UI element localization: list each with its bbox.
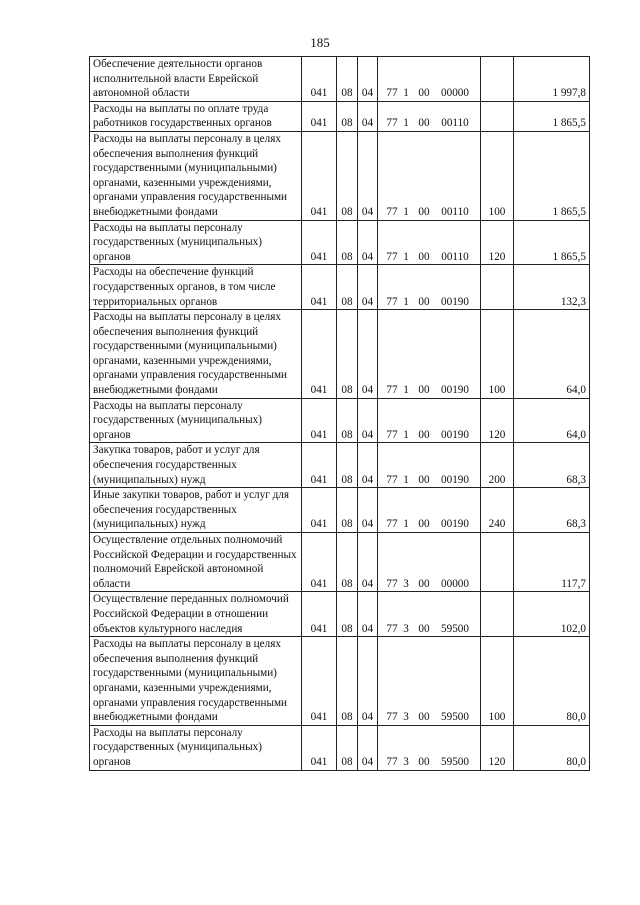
subsection-code: 04 bbox=[358, 57, 378, 102]
code-part-cs2: 1 bbox=[403, 295, 409, 308]
budget-table bbox=[89, 56, 590, 771]
code-part-cs1: 77 bbox=[386, 117, 398, 130]
target-article-code bbox=[378, 101, 481, 131]
amount: 68,3 bbox=[514, 488, 590, 533]
code-part-cs3: 00 bbox=[418, 518, 430, 531]
target-article-code bbox=[378, 488, 481, 533]
target-article-code bbox=[378, 310, 481, 399]
dept-code: 041 bbox=[302, 101, 337, 131]
code-part-cs1: 77 bbox=[386, 250, 398, 263]
subsection-code: 04 bbox=[358, 131, 378, 220]
amount: 1 865,5 bbox=[514, 101, 590, 131]
table-row bbox=[90, 101, 590, 131]
code-part-cs4: 59500 bbox=[441, 622, 469, 635]
table-row bbox=[90, 398, 590, 443]
section-code: 08 bbox=[337, 265, 358, 310]
code-part-cs2: 1 bbox=[403, 205, 409, 218]
code-part-cs1: 77 bbox=[386, 87, 398, 100]
row-name: Расходы на выплаты по оплате труда работников государственных органов bbox=[90, 101, 302, 131]
code-part-cs2: 1 bbox=[403, 384, 409, 397]
target-article-code bbox=[378, 57, 481, 102]
dept-code: 041 bbox=[302, 131, 337, 220]
code-part-cs4: 00000 bbox=[441, 87, 469, 100]
amount: 132,3 bbox=[514, 265, 590, 310]
expense-type-code: 120 bbox=[481, 220, 514, 265]
code-part-cs4: 00110 bbox=[441, 250, 469, 263]
code-part-cs1: 77 bbox=[386, 755, 398, 768]
expense-type-code bbox=[481, 57, 514, 102]
dept-code: 041 bbox=[302, 398, 337, 443]
table-row bbox=[90, 265, 590, 310]
dept-code: 041 bbox=[302, 310, 337, 399]
amount: 64,0 bbox=[514, 398, 590, 443]
code-part-cs1: 77 bbox=[386, 428, 398, 441]
code-part-cs1: 77 bbox=[386, 205, 398, 218]
table-row bbox=[90, 488, 590, 533]
subsection-code: 04 bbox=[358, 488, 378, 533]
dept-code: 041 bbox=[302, 57, 337, 102]
code-part-cs2: 1 bbox=[403, 250, 409, 263]
code-part-cs2: 3 bbox=[403, 755, 409, 768]
section-code: 08 bbox=[337, 725, 358, 770]
code-part-cs4: 00190 bbox=[441, 428, 469, 441]
section-code: 08 bbox=[337, 488, 358, 533]
subsection-code: 04 bbox=[358, 265, 378, 310]
expense-type-code: 240 bbox=[481, 488, 514, 533]
code-part-cs4: 00190 bbox=[441, 518, 469, 531]
table-row bbox=[90, 131, 590, 220]
section-code: 08 bbox=[337, 101, 358, 131]
code-part-cs3: 00 bbox=[418, 711, 430, 724]
amount: 64,0 bbox=[514, 310, 590, 399]
code-part-cs2: 3 bbox=[403, 622, 409, 635]
code-part-cs2: 3 bbox=[403, 711, 409, 724]
subsection-code: 04 bbox=[358, 220, 378, 265]
code-part-cs1: 77 bbox=[386, 295, 398, 308]
section-code: 08 bbox=[337, 443, 358, 488]
code-part-cs2: 1 bbox=[403, 518, 409, 531]
expense-type-code: 100 bbox=[481, 310, 514, 399]
table-row bbox=[90, 533, 590, 592]
section-code: 08 bbox=[337, 310, 358, 399]
row-name: Расходы на выплаты персоналу в целях обеспечения выполнения функций государственными (муниципальными) органами, казенными учреждениями, органами управления государственными внебюджетными фондами bbox=[90, 131, 302, 220]
row-name: Расходы на выплаты персоналу в целях обеспечения выполнения функций государственными (муниципальными) органами, казенными учреждениями, органами управления государственными внебюджетными фондами bbox=[90, 637, 302, 726]
section-code: 08 bbox=[337, 533, 358, 592]
amount: 80,0 bbox=[514, 637, 590, 726]
code-part-cs2: 1 bbox=[403, 117, 409, 130]
section-code: 08 bbox=[337, 592, 358, 637]
target-article-code bbox=[378, 398, 481, 443]
expense-type-code: 120 bbox=[481, 398, 514, 443]
expense-type-code bbox=[481, 265, 514, 310]
code-part-cs2: 1 bbox=[403, 87, 409, 100]
target-article-code bbox=[378, 533, 481, 592]
section-code: 08 bbox=[337, 131, 358, 220]
expense-type-code bbox=[481, 101, 514, 131]
row-name: Расходы на выплаты персоналу государственных (муниципальных) органов bbox=[90, 398, 302, 443]
code-part-cs1: 77 bbox=[386, 711, 398, 724]
row-name: Иные закупки товаров, работ и услуг для обеспечения государственных (муниципальных) нужд bbox=[90, 488, 302, 533]
dept-code: 041 bbox=[302, 592, 337, 637]
expense-type-code: 200 bbox=[481, 443, 514, 488]
code-part-cs3: 00 bbox=[418, 473, 430, 486]
page-number: 185 bbox=[310, 35, 330, 50]
target-article-code bbox=[378, 131, 481, 220]
target-article-code bbox=[378, 592, 481, 637]
code-part-cs3: 00 bbox=[418, 622, 430, 635]
subsection-code: 04 bbox=[358, 725, 378, 770]
amount: 80,0 bbox=[514, 725, 590, 770]
code-part-cs2: 1 bbox=[403, 428, 409, 441]
code-part-cs4: 00110 bbox=[441, 117, 469, 130]
code-part-cs3: 00 bbox=[418, 117, 430, 130]
table-row bbox=[90, 443, 590, 488]
row-name: Осуществление отдельных полномочий Российской Федерации и государственных полномочий Еврейской автономной области bbox=[90, 533, 302, 592]
expense-type-code: 100 bbox=[481, 637, 514, 726]
row-name: Расходы на выплаты персоналу государственных (муниципальных) органов bbox=[90, 220, 302, 265]
code-part-cs4: 59500 bbox=[441, 755, 469, 768]
expense-type-code: 100 bbox=[481, 131, 514, 220]
row-name: Обеспечение деятельности органов исполнительной власти Еврейской автономной области bbox=[90, 57, 302, 102]
code-part-cs3: 00 bbox=[418, 205, 430, 218]
subsection-code: 04 bbox=[358, 310, 378, 399]
subsection-code: 04 bbox=[358, 592, 378, 637]
code-part-cs2: 1 bbox=[403, 473, 409, 486]
code-part-cs1: 77 bbox=[386, 622, 398, 635]
code-part-cs4: 59500 bbox=[441, 711, 469, 724]
code-part-cs4: 00190 bbox=[441, 295, 469, 308]
expense-type-code bbox=[481, 592, 514, 637]
code-part-cs3: 00 bbox=[418, 250, 430, 263]
subsection-code: 04 bbox=[358, 443, 378, 488]
code-part-cs3: 00 bbox=[418, 577, 430, 590]
section-code: 08 bbox=[337, 220, 358, 265]
subsection-code: 04 bbox=[358, 533, 378, 592]
target-article-code bbox=[378, 220, 481, 265]
section-code: 08 bbox=[337, 637, 358, 726]
table-row bbox=[90, 725, 590, 770]
dept-code: 041 bbox=[302, 725, 337, 770]
subsection-code: 04 bbox=[358, 637, 378, 726]
target-article-code bbox=[378, 265, 481, 310]
code-part-cs4: 00190 bbox=[441, 473, 469, 486]
subsection-code: 04 bbox=[358, 398, 378, 443]
row-name: Расходы на выплаты персоналу государственных (муниципальных) органов bbox=[90, 725, 302, 770]
code-part-cs1: 77 bbox=[386, 577, 398, 590]
row-name: Расходы на выплаты персоналу в целях обеспечения выполнения функций государственными (муниципальными) органами, казенными учреждениями, органами управления государственными внебюджетными фондами bbox=[90, 310, 302, 399]
amount: 117,7 bbox=[514, 533, 590, 592]
section-code: 08 bbox=[337, 57, 358, 102]
dept-code: 041 bbox=[302, 533, 337, 592]
dept-code: 041 bbox=[302, 443, 337, 488]
code-part-cs4: 00110 bbox=[441, 205, 469, 218]
subsection-code: 04 bbox=[358, 101, 378, 131]
expense-type-code bbox=[481, 533, 514, 592]
code-part-cs1: 77 bbox=[386, 473, 398, 486]
amount: 1 865,5 bbox=[514, 220, 590, 265]
row-name: Закупка товаров, работ и услуг для обеспечения государственных (муниципальных) нужд bbox=[90, 443, 302, 488]
expense-type-code: 120 bbox=[481, 725, 514, 770]
code-part-cs2: 3 bbox=[403, 577, 409, 590]
row-name: Осуществление переданных полномочий Российской Федерации в отношении объектов культурного наследия bbox=[90, 592, 302, 637]
dept-code: 041 bbox=[302, 220, 337, 265]
table-row bbox=[90, 310, 590, 399]
code-part-cs1: 77 bbox=[386, 384, 398, 397]
target-article-code bbox=[378, 725, 481, 770]
code-part-cs1: 77 bbox=[386, 518, 398, 531]
table-row bbox=[90, 220, 590, 265]
table-row bbox=[90, 57, 590, 102]
code-part-cs3: 00 bbox=[418, 87, 430, 100]
target-article-code bbox=[378, 443, 481, 488]
section-code: 08 bbox=[337, 398, 358, 443]
amount: 102,0 bbox=[514, 592, 590, 637]
dept-code: 041 bbox=[302, 488, 337, 533]
code-part-cs3: 00 bbox=[418, 428, 430, 441]
amount: 1 865,5 bbox=[514, 131, 590, 220]
budget-table-body bbox=[90, 57, 590, 771]
table-row bbox=[90, 637, 590, 726]
code-part-cs4: 00000 bbox=[441, 577, 469, 590]
code-part-cs3: 00 bbox=[418, 755, 430, 768]
dept-code: 041 bbox=[302, 637, 337, 726]
code-part-cs4: 00190 bbox=[441, 384, 469, 397]
row-name: Расходы на обеспечение функций государственных органов, в том числе территориальных органов bbox=[90, 265, 302, 310]
amount: 1 997,8 bbox=[514, 57, 590, 102]
code-part-cs3: 00 bbox=[418, 295, 430, 308]
table-row bbox=[90, 592, 590, 637]
target-article-code bbox=[378, 637, 481, 726]
code-part-cs3: 00 bbox=[418, 384, 430, 397]
amount: 68,3 bbox=[514, 443, 590, 488]
dept-code: 041 bbox=[302, 265, 337, 310]
